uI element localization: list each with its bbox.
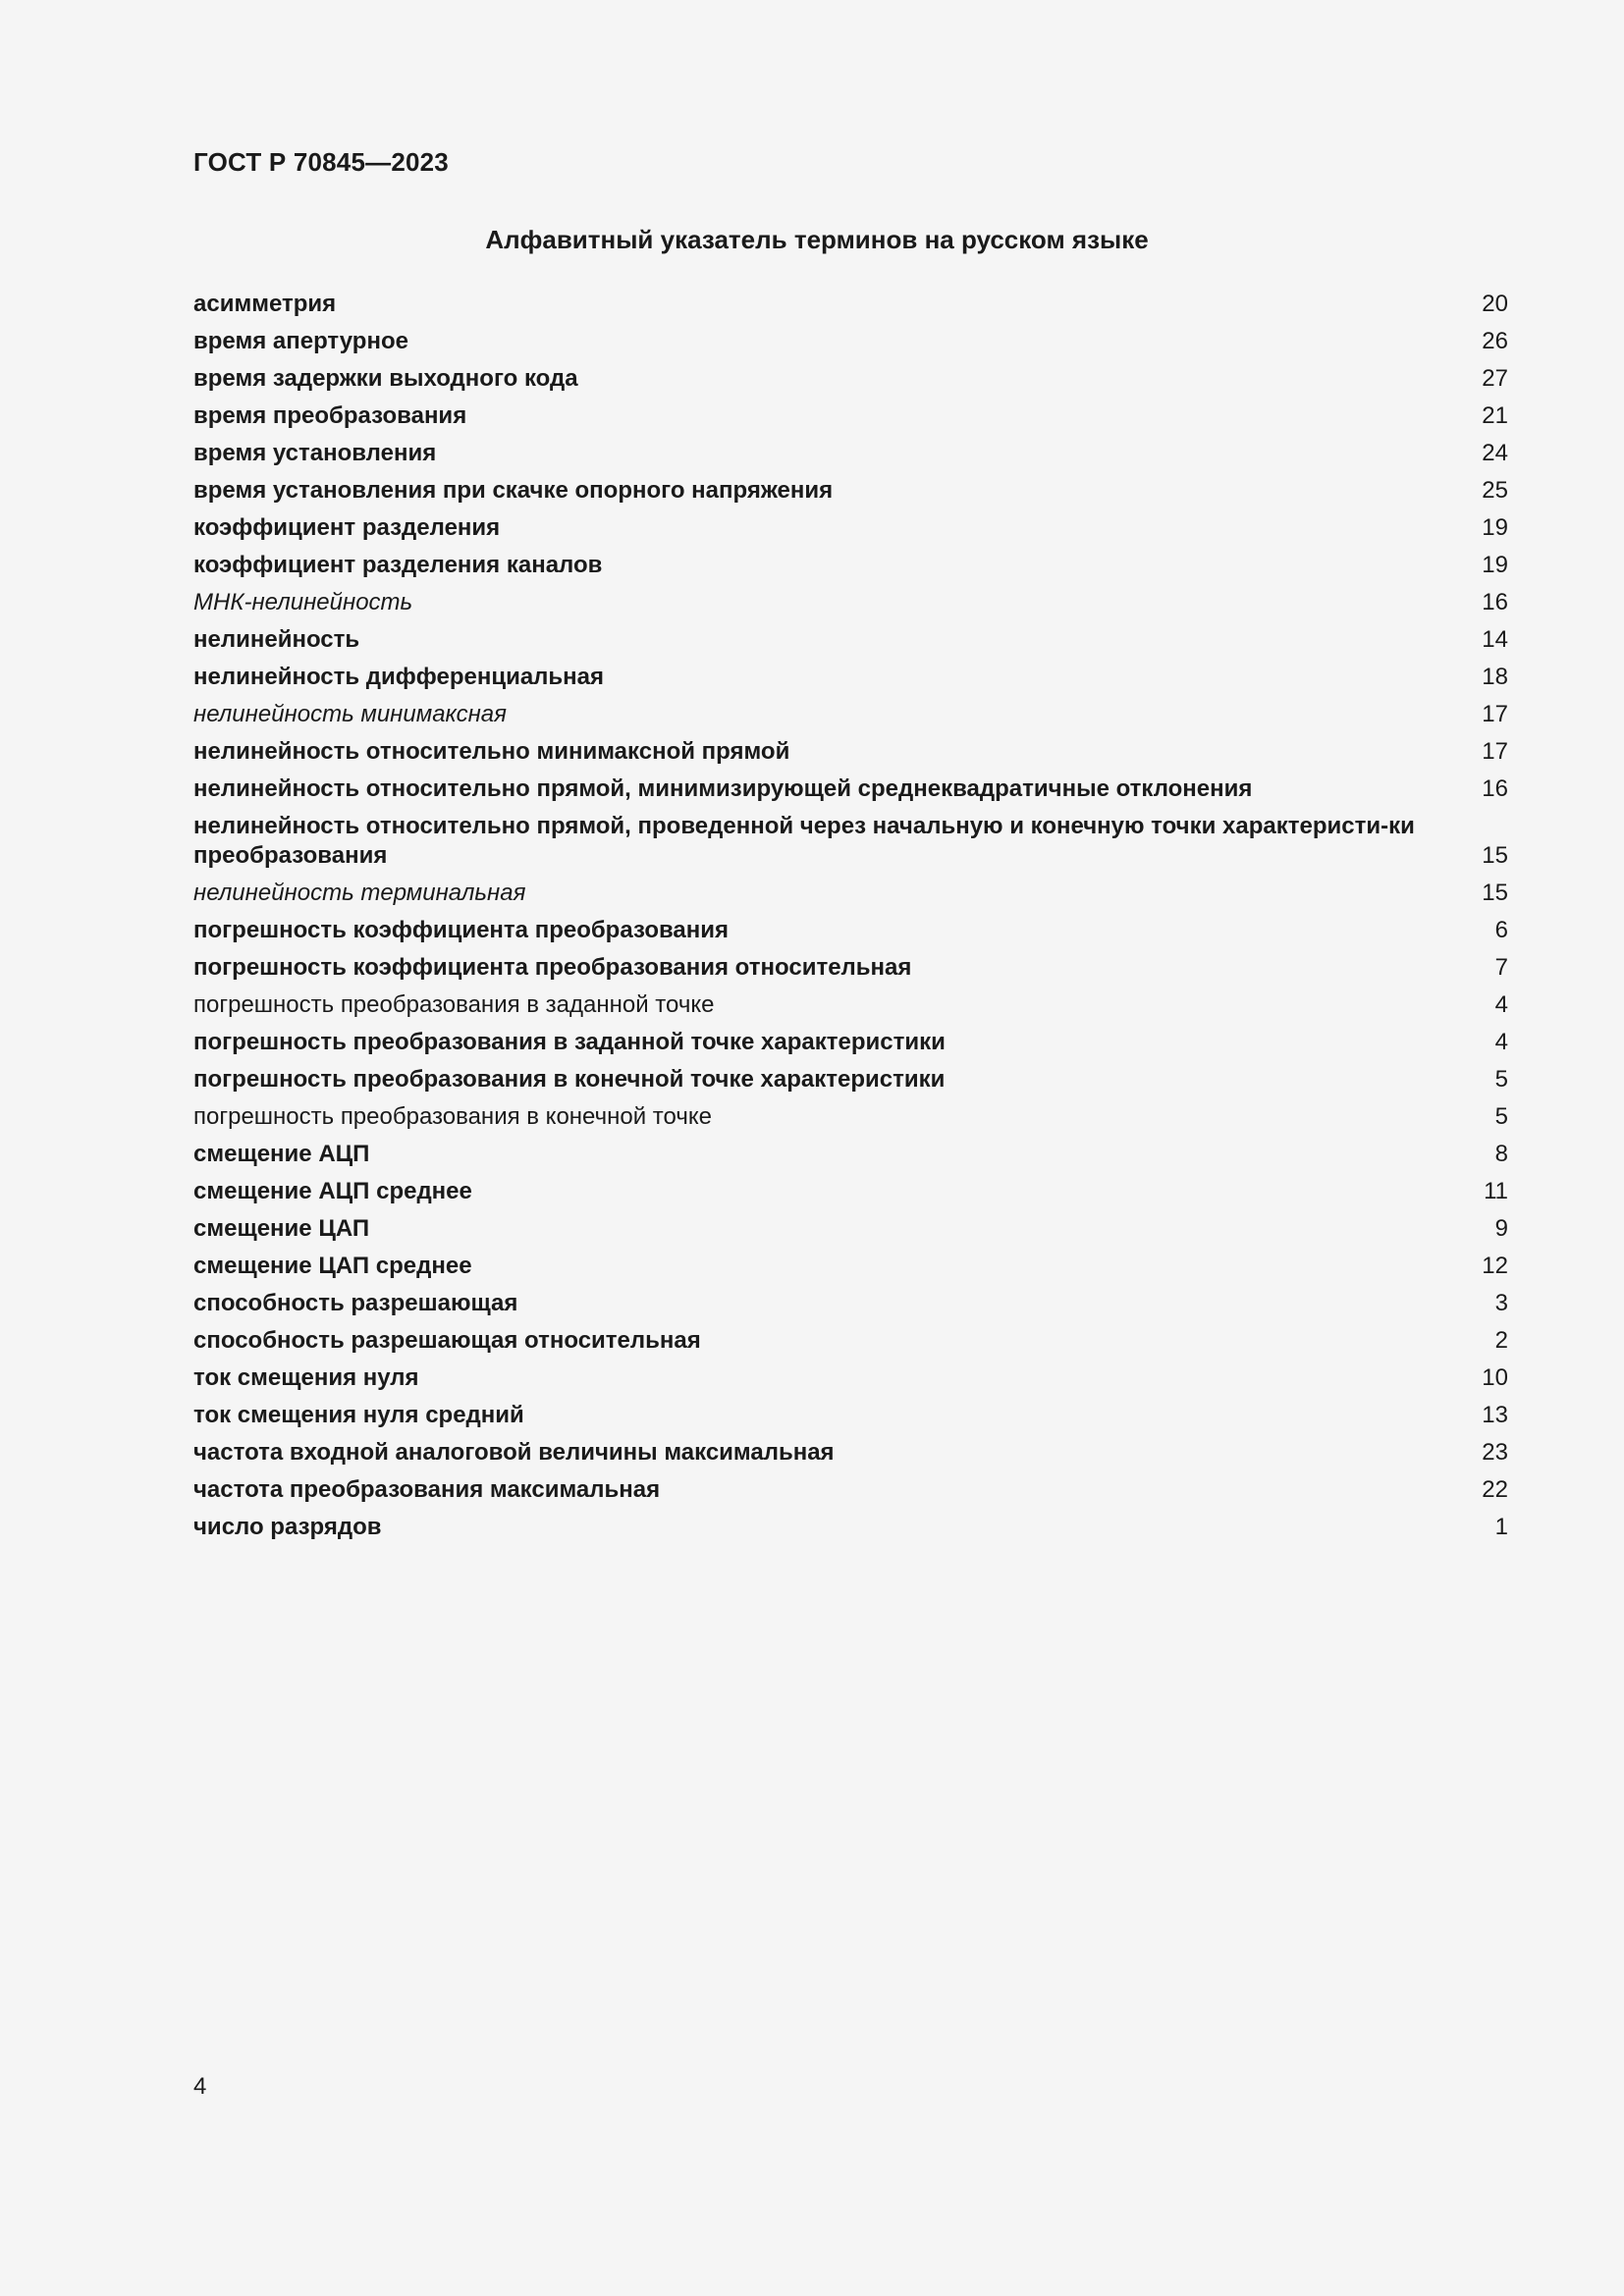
index-entry (193, 949, 1508, 987)
index-entry (193, 1471, 1508, 1509)
index-entry (193, 987, 1508, 1024)
index-page-ref: 7 (1494, 954, 1508, 981)
index-term: смещение ЦАП (193, 1215, 370, 1242)
index-page-ref: 23 (1482, 1439, 1508, 1466)
index-entry (193, 659, 1508, 696)
term-index-list (193, 286, 1508, 1546)
index-title: Алфавитный указатель терминов на русском языке (485, 225, 1149, 254)
index-page-ref: 9 (1494, 1215, 1508, 1242)
index-entry (193, 360, 1508, 398)
index-page-ref: 16 (1482, 589, 1508, 615)
index-term: смещение АЦП среднее (193, 1178, 472, 1204)
index-entry (193, 286, 1508, 323)
index-term: способность разрешающая относительная (193, 1327, 701, 1354)
index-term: время установления (193, 440, 437, 466)
index-entry (193, 1397, 1508, 1434)
index-entry (193, 1136, 1508, 1173)
index-page-ref: 2 (1494, 1327, 1508, 1354)
index-term: способность разрешающая (193, 1290, 518, 1316)
index-page-ref: 8 (1494, 1141, 1508, 1167)
index-entry (193, 509, 1508, 547)
index-page-ref: 3 (1494, 1290, 1508, 1316)
index-term: число разрядов (193, 1514, 382, 1540)
index-page-ref: 13 (1482, 1402, 1508, 1428)
index-term: нелинейность терминальная (193, 880, 526, 906)
index-entry (193, 696, 1508, 733)
index-page-ref: 24 (1482, 440, 1508, 466)
index-term: смещение ЦАП среднее (193, 1253, 472, 1279)
index-entry (193, 912, 1508, 949)
index-page-ref: 5 (1494, 1103, 1508, 1130)
index-page-ref: 11 (1484, 1178, 1508, 1204)
index-page-ref: 1 (1494, 1514, 1508, 1540)
index-entry (193, 733, 1508, 771)
index-term: нелинейность относительно прямой, минимизирующей среднеквадратичные отклонения (193, 775, 1253, 802)
index-entry (193, 1360, 1508, 1397)
index-entry (193, 584, 1508, 621)
index-entry (193, 398, 1508, 435)
index-entry (193, 1285, 1508, 1322)
page-number: 4 (193, 2073, 207, 2100)
index-term: время установления при скачке опорного напряжения (193, 477, 834, 504)
index-term: погрешность преобразования в конечной точке характеристики (193, 1066, 946, 1093)
index-page-ref: 25 (1482, 477, 1508, 504)
index-page-ref: 4 (1494, 1029, 1508, 1055)
index-page-ref: 22 (1482, 1476, 1508, 1503)
index-page-ref: 14 (1482, 626, 1508, 653)
document-code-header: ГОСТ Р 70845—2023 (193, 147, 449, 177)
index-entry (193, 621, 1508, 659)
index-page-ref: 17 (1482, 738, 1508, 765)
index-term: асимметрия (193, 291, 337, 317)
index-page-ref: 5 (1494, 1066, 1508, 1093)
index-term: нелинейность относительно минимаксной прямой (193, 738, 790, 765)
index-page-ref: 20 (1482, 291, 1508, 317)
index-entry (193, 1509, 1508, 1546)
index-entry (193, 1098, 1508, 1136)
index-term: погрешность преобразования в заданной точке (193, 991, 715, 1018)
index-term: погрешность преобразования в конечной точке (193, 1103, 712, 1130)
index-entry (193, 875, 1508, 912)
index-page-ref: 4 (1494, 991, 1508, 1018)
index-term: время задержки выходного кода (193, 365, 578, 392)
index-term: МНК-нелинейность (193, 589, 413, 615)
index-term: погрешность преобразования в заданной точке характеристики (193, 1029, 946, 1055)
index-term: нелинейность относительно прямой, проведенной через начальную и конечную точки характеристи-ки преобразования (193, 813, 1415, 869)
index-page-ref: 12 (1482, 1253, 1508, 1279)
index-page-ref: 15 (1482, 842, 1508, 869)
index-term: коэффициент разделения (193, 514, 501, 541)
index-page-ref: 18 (1482, 664, 1508, 690)
index-term: ток смещения нуля (193, 1364, 419, 1391)
index-entry (193, 547, 1508, 584)
index-term: частота преобразования максимальная (193, 1476, 661, 1503)
index-term: ток смещения нуля средний (193, 1402, 524, 1428)
index-term: смещение АЦП (193, 1141, 370, 1167)
index-term: коэффициент разделения каналов (193, 552, 603, 578)
index-term: нелинейность (193, 626, 360, 653)
index-term: нелинейность минимаксная (193, 701, 507, 727)
index-entry (193, 1173, 1508, 1210)
index-page-ref: 17 (1482, 701, 1508, 727)
index-entry (193, 472, 1508, 509)
index-entry (193, 1248, 1508, 1285)
index-page-ref: 15 (1482, 880, 1508, 906)
index-entry (193, 808, 1508, 875)
index-entry (193, 1210, 1508, 1248)
index-entry (193, 323, 1508, 360)
index-term: время апертурное (193, 328, 408, 354)
index-page-ref: 10 (1482, 1364, 1508, 1391)
index-page-ref: 19 (1482, 552, 1508, 578)
index-term: нелинейность дифференциальная (193, 664, 605, 690)
index-entry (193, 1061, 1508, 1098)
index-term: частота входной аналоговой величины максимальная (193, 1439, 835, 1466)
index-page-ref: 21 (1482, 402, 1508, 429)
index-entry (193, 771, 1508, 808)
index-entry (193, 1024, 1508, 1061)
index-term: время преобразования (193, 402, 467, 429)
index-page-ref: 19 (1482, 514, 1508, 541)
index-page-ref: 6 (1494, 917, 1508, 943)
index-entry (193, 1322, 1508, 1360)
index-page-ref: 27 (1482, 365, 1508, 392)
index-entry (193, 1434, 1508, 1471)
index-term: погрешность коэффициента преобразования относительная (193, 954, 912, 981)
index-page-ref: 16 (1482, 775, 1508, 802)
index-entry (193, 435, 1508, 472)
index-page-ref: 26 (1482, 328, 1508, 354)
index-term: погрешность коэффициента преобразования (193, 917, 730, 943)
